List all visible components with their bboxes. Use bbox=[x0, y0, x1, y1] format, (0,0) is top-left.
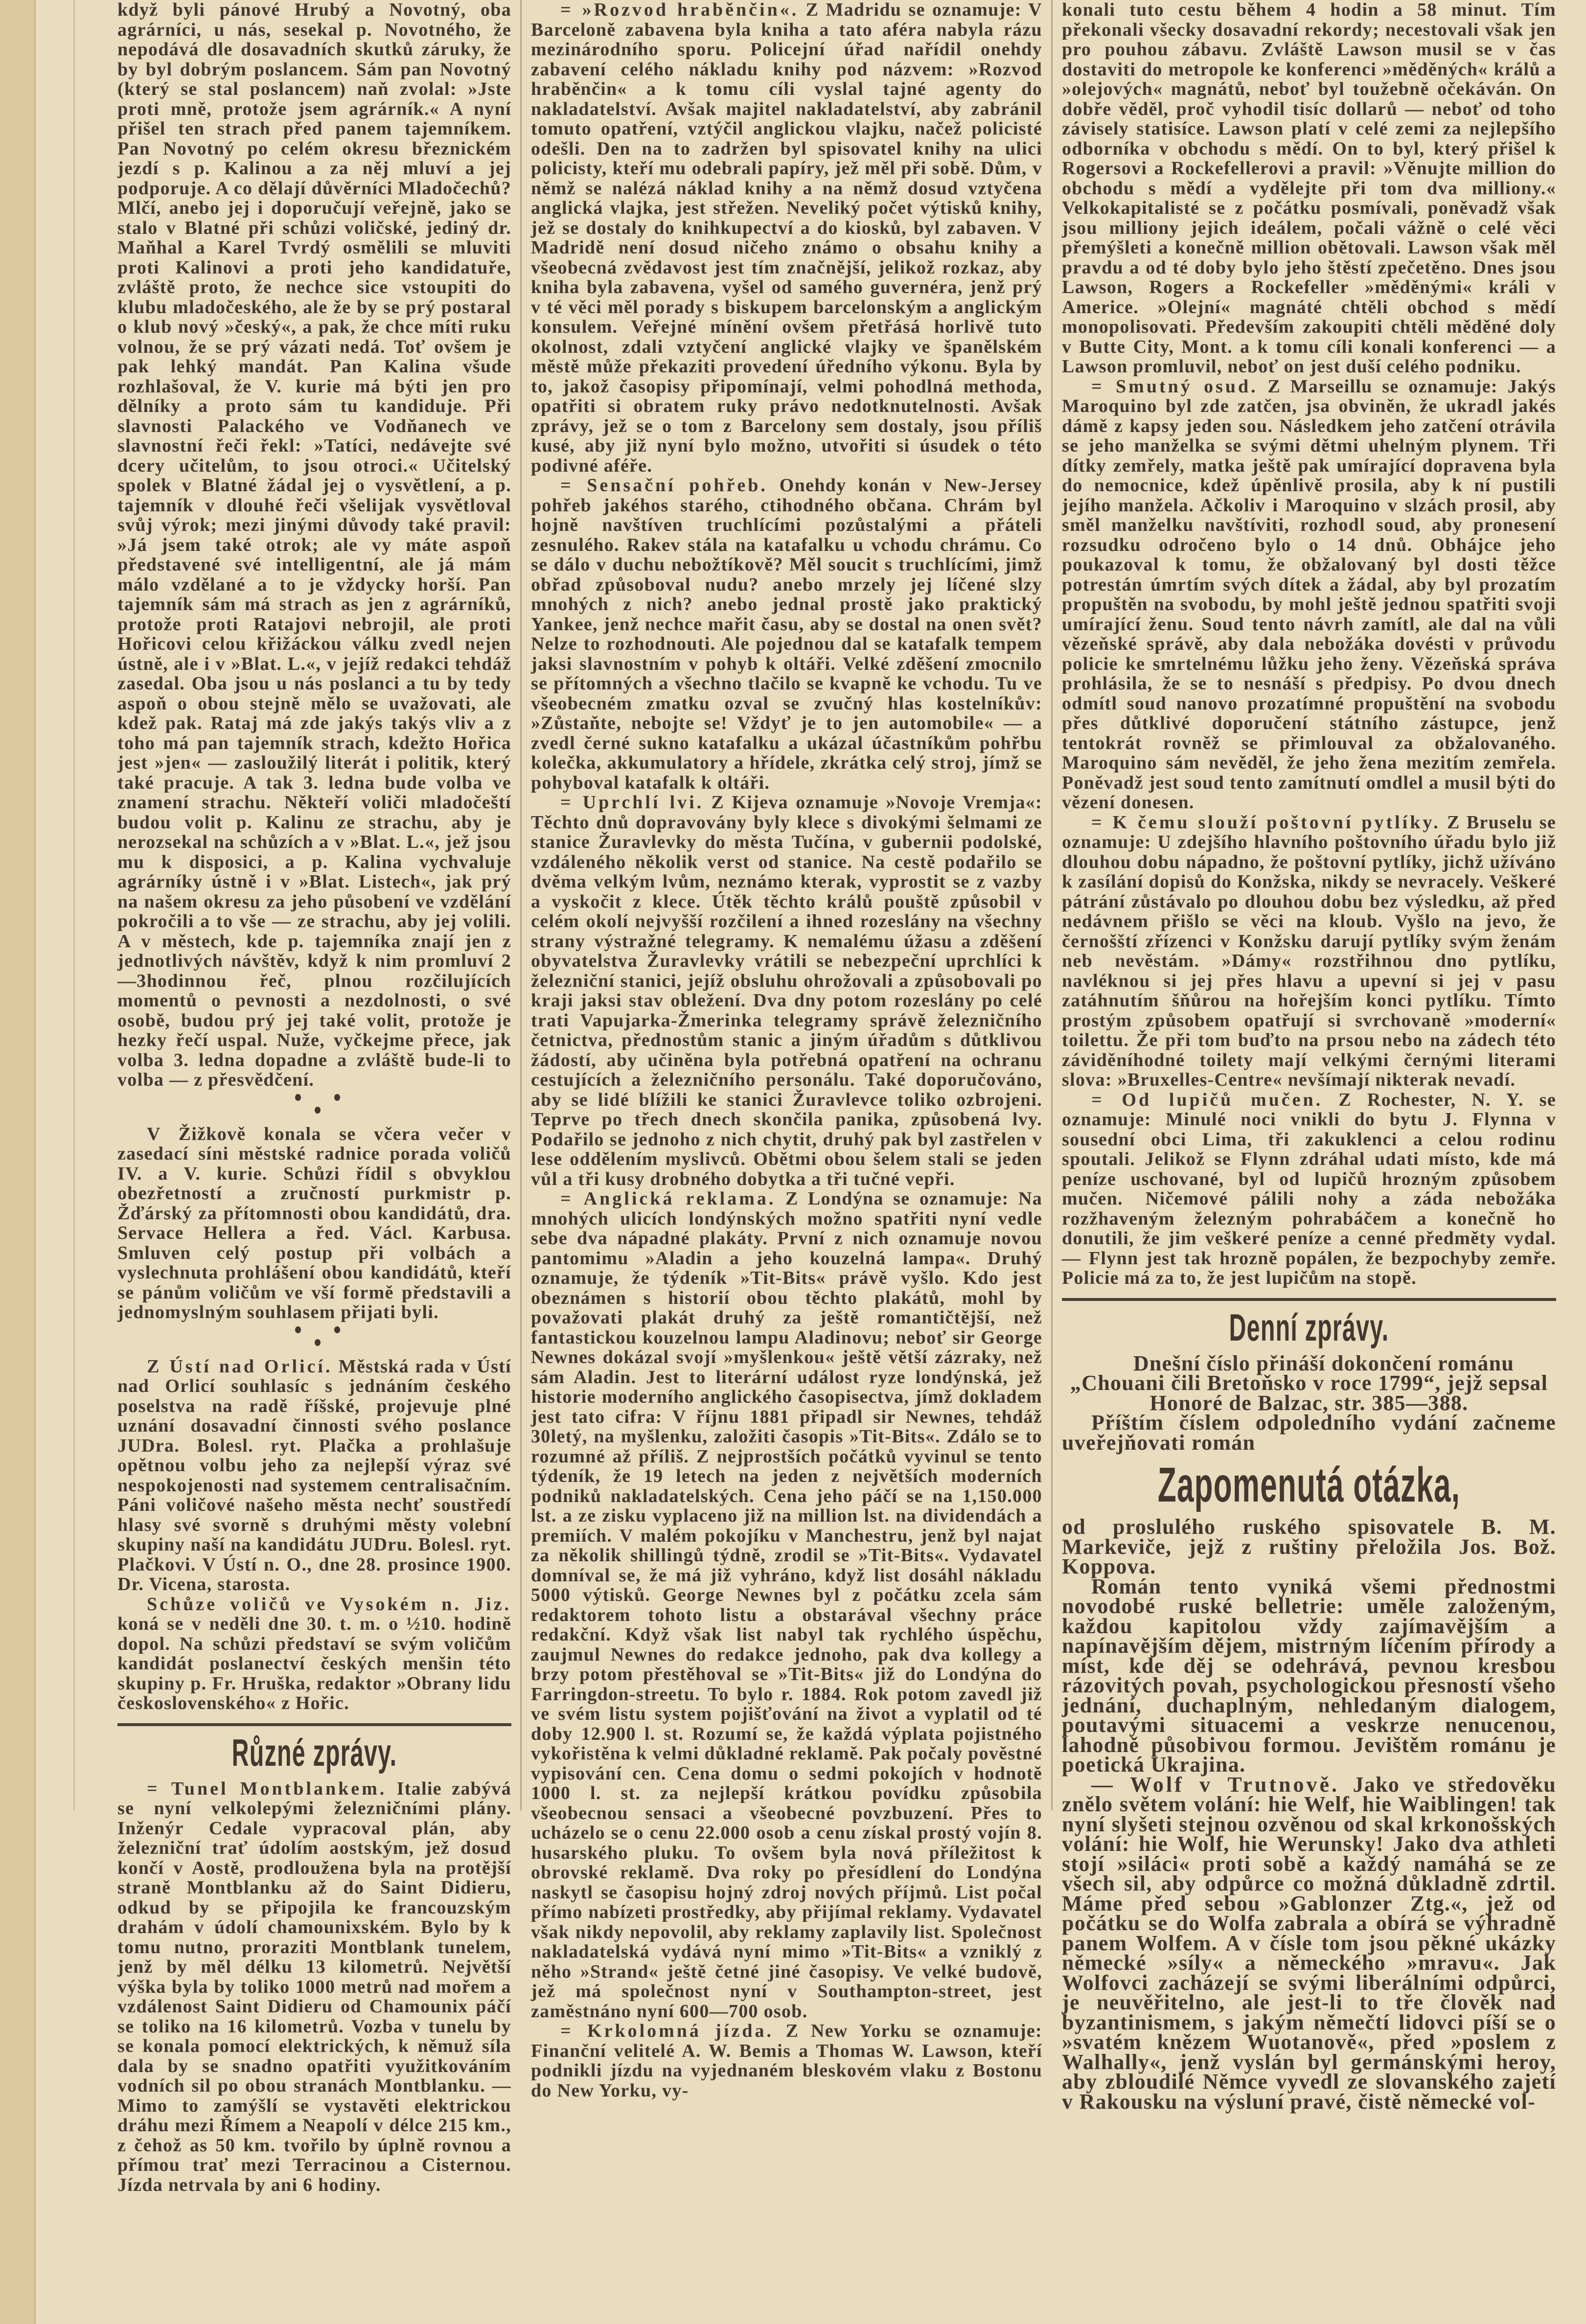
section-separator bbox=[117, 1322, 511, 1357]
article-paragraph bbox=[531, 0, 1042, 476]
separator-dot bbox=[334, 1094, 340, 1101]
article-text: Z Rochester, N. Y. se oznamuje: Minulé noci vnikli do bytu J. Flynna v sousední obci Lima, tři zakuklenci a celou rodinu spoutali. Jelikož se Flynn zdráhal udati místo, kde má peníze uschované, byl od lupičů hrozným způsobem mučen. Ničemové pálili nohy a záda nebožáka rozžhaveným železným pohrabáčem a konečně ho donutili, že jim veškeré peníze a cenné předměty vydal. — Flynn jest tak hrozně popálen, že bezpochyby zemře. Policie má za to, že jest lupičům na stopě. bbox=[1062, 1089, 1556, 1288]
article-title: Z Ústí nad Orlicí. bbox=[147, 1356, 333, 1377]
article-title: = Anglická reklama. bbox=[560, 1188, 776, 1209]
article-text: Z Bruselu se oznamuje: U zdejšího hlavního poštovního úřadu bylo již dlouhou dobu nápadno, že poštovní pytlíky, jichž užíváno k zasílání dopisů do Konžska, nikdy se nevracely. Veškeré pátrání zůstávalo po dlouhou dobu bez výsledku, až před nedávnem přišlo se věci na kloub. Vyšlo na jevo, že černošští zřízenci v Konžsku darují pytlíky svým ženám neb nevěstám. »Dámy« rozstřihnou dno pytlíku, navléknou si jej přes hlavu a upevní si jej v pasu zatáhnutím šňůrou na hořejším konci pytlíku. Tímto prostým způsobem opatřují si svrchovaně »moderní« toilettu. Že při tom buďto na prsou nebo na zádech této záviděníhodné toilety mají velkými černými literami slova: »Bruxelles-Centre« nevšímají nikterak nevadí. bbox=[1062, 812, 1557, 1090]
article-title: = Smutný osud. bbox=[1091, 376, 1258, 397]
article-paragraph bbox=[531, 2021, 1042, 2100]
page-binding-edge bbox=[0, 0, 36, 2324]
article-text: V Žižkově konala se včera večer v zasedací síni městské radnice porada voličů IV. a V. kurie. Schůzi řídil s obvyklou obezřetností a zručností purkmistr p. Žďárský za přítomnosti obou kandidátů, dra. Servace Hellera a řed. Václ. Karbusa. Smluven celý postup při volbách a vyslechnuta prohlášení obou kandidátů, kteří se pánům voličům ve vší formě představili a jednomyslným souhlasem přijati byli. bbox=[117, 1123, 511, 1322]
article-title: = Uprchlí lvi. bbox=[560, 792, 704, 813]
article-paragraph bbox=[1062, 1772, 1556, 2114]
article-text: Onehdy konán v New-Jersey pohřeb jakéhos starého, ctihodného občana. Chrám byl hojně navštíven truchlícími pozůstalými a přáteli zesnulého. Rakev stála na katafalku u vchodu chrámu. Co se dálo v duchu nebožtíkově? Měl soucit s truchlícími, jimž obřad způsoboval nudu? anebo mrzely jej líčené slzy mnohých z nich? anebo jednal prostě jako praktický Yankee, jenž nechce mařit času, aby se dostal na onen svět? Nelze to rozhodnouti. Ale pojednou dal se katafalk tempem jaksi slavnostním v pohyb k oltáři. Velké zděšení zmocnilo se přítomných a všechno tlačilo se kvapně ke vchodu. Tu ve všeobecném zmatku ozval se zvučný hlas kostelníkův: »Zůstaňte, nebojte se! Vždyť je to jen automobile« — a zvedl černé sukno katafalku a ukázal účastníkům pohřbu kolečka, akkumulatory a hřídele, zkrátka celý stroj, jímž se pohyboval katafalk k oltáři. bbox=[531, 475, 1042, 793]
column-1 bbox=[117, 0, 511, 2195]
article-text: Dnešní číslo přináší dokončení románu „Chouani čili Bretoňsko v roce 1799“, jejž sepsal Honoré de Balzac, str. 385—388. bbox=[1070, 1351, 1548, 1415]
article-paragraph bbox=[531, 1189, 1042, 2021]
separator-dot bbox=[315, 1107, 321, 1114]
article-paragraph bbox=[117, 0, 511, 1090]
article-paragraph bbox=[1062, 1413, 1556, 1453]
article-paragraph bbox=[1062, 0, 1556, 377]
article-text: Příštím číslem odpoledního vydání začneme uveřejňovati román bbox=[1062, 1411, 1556, 1455]
separator-dot bbox=[315, 1339, 321, 1346]
section-divider bbox=[1062, 1298, 1556, 1301]
article-text: konali tuto cestu během 4 hodin a 58 minut. Tím překonali všecky dosavadní rekordy; necestovali však jen pro pouhou zábavu. Zvláště Lawson musil se v čas dostaviti do metropole ke konferenci »měděných« králů a »olejových« magnátů, neboť byl toužebně očekáván. On dobře věděl, proč vyhodil tisíc dollarů — neboť od toho závisely statisíce. Lawson platí v celé zemi za nejlepšího odborníka v obchodu s mědí. On to byl, který přišel k Rogersovi a Rockefellerovi a pravil: »Věnujte million do obchodu s mědí a vydělejte při tom dva milliony.« Velkokapitalisté se z počátku posmívali, poněvadž však jsou milliony jejich ideálem, počali vážně o celé věci přemýšleti a konečně million obětovali. Lawson však měl pravdu a od té doby bylo jeho štěstí zpečetěno. Dnes jsou Lawson, Rogers a Rockefeller »měděnými« králi v Americe. »Olejní« magnáté chtěli obchod s mědí monopolisovati. Především zakoupiti chtěli měděné doly v Butte City, Mont. a k tomu cíli konali konferenci — a Lawson promluvil, neboť on jest duší celého podniku. bbox=[1062, 0, 1556, 377]
article-paragraph bbox=[1062, 1090, 1556, 1288]
article-title: = »Rozvod hraběnčin«. bbox=[560, 0, 799, 20]
article-paragraph bbox=[117, 1124, 511, 1322]
section-divider bbox=[117, 1723, 511, 1726]
article-title: = Krkolomná jízda. bbox=[560, 2021, 774, 2041]
article-text: Z Madridu se oznamuje: V Barceloně zabavena byla kniha a tato aféra nabyla rázu mezinárodního sporu. Policejní úřad nařídil onehdy zabavení celého nákladu knihy pod názvem: »Rozvod hraběnčin« a k tomu cíli vyslal tajné agenty do nakladatelství. Avšak majitel nakladatelství, aby zabránil tomuto opatření, vztýčil anglickou vlajku, načež policisté odešli. Den na to zadržen byl spisovatel knihy na ulici policisty, kteří mu odebrali papíry, jež měl při sobě. Dům, v němž se nalézá náklad knihy a na němž dosud vztyčena anglická vlajka, jest střežen. Neveliký počet výtisků knihy, jež se dostaly do knihkupectví a do kiosků, byl zabaven. V Madridě není dosud ničeho známo o obsahu knihy a všeobecná zvědavost jest tím značnější, jelikož rozkaz, aby kniha byla zabavena, vyšel od samého guvernéra, jenž prý v té věci měl porady s biskupem barcelonským a anglickým konsulem. Veřejné mínění ovšem přetřásá horlivě tuto okolnost, zdali vztyčení anglické vlajky ve španělském městě může překaziti provedení úředního výkonu. Byla by to, jakož časopisy připomínají, velmi pohodlná methoda, opatřiti si obratem ruky právo nedotknutelnosti. Avšak zprávy, jež se o tom z Barcelony sem dostaly, jsou příliš kusé, aby již nyní bylo možno, utvořiti si úsudek o této podivné aféře. bbox=[531, 0, 1042, 476]
page-fold-line bbox=[73, 0, 75, 1810]
article-text: od proslulého ruského spisovatele B. M. Markeviče, jejž z ruštiny přeložila Jos. Bož. Koppova. bbox=[1062, 1515, 1556, 1578]
article-paragraph bbox=[1062, 377, 1556, 813]
article-paragraph bbox=[531, 476, 1042, 793]
article-paragraph bbox=[117, 1357, 511, 1595]
article-text: Městská rada v Ústí nad Orlicí souhlasíc s jednáním českého poselstva na radě říšské, projevuje plné uznání dosavadní činnosti svého poslance JUDra. Bolesl. ryt. Plačka a prohlašuje opětnou volbu jeho za nejlepší výraz své nespokojenosti nad systemem centralisačním. Páni voličové našeho města nechť soustředí hlasy své svorně s druhými městy volební skupiny naší na kandidátu JUDru. Bolesl. ryt. Plačkovi. V Ústí n. O., dne 28. prosince 1900. Dr. Vicena, starosta. bbox=[117, 1356, 511, 1595]
article-text: když byli pánové Hrubý a Novotný, oba agrárníci, u nás, sesekal p. Novotného, že nepodává dle dosavadních skutků záruky, že by byl dobrým poslancem. Sám pan Novotný (který se stal poslancem) naň zvolal: »Jste proti mně, protože jsem agrárník.« A nyní přišel ten strach před panem tajemníkem. Pan Novotný po celém okresu březnickém jezdí s p. Kalinou a za něj mluví a jej podporuje. A co dělají důvěrníci Mladočechů? Mlčí, anebo jej i doporučují veřejně, jako se stalo v Blatné při schůzi voličské, jediný dr. Maňhal a Karel Tvrdý osmělili se mluviti proti Kalinovi a proti jeho kandidatuře, zvláště proto, že nechce sice vstoupiti do klubu mladočeského, ale že by se prý postaral o klub nový »český«, a pak, že chce míti ruku volnou, že se prý vázati nedá. Toť ovšem je pak lehký mandát. Pan Kalina všude rozhlašoval, že V. kurie má býti jen pro dělníky a proto sám tu kandiduje. Při slavnosti Palackého ve Vodňanech ve slavnostní řeči řekl: »Tatíci, nedávejte své dcery učitelům, to jsou otroci.« Učitelský spolek v Blatné žádal jej o vysvětlení, a p. tajemník v dlouhé řeči všelijak vysvětloval svůj výrok; mezi jinými důvody také pravil: »Já jsem také otrok; ale vy máte aspoň představené své intelligentní, ale já mám málo vzdělané a to je vždycky horší. Pan tajemník sám má strach as jen z agrárníků, protože proti Ratajovi nebrojil, ale proti Hořicovi celou křižáckou válku zvedl nejen ústně, ale i v »Blat. L.«, v jejíž redakci tehdáž zasedal. Oba jsou u nás poslanci a tu by tedy aspoň o obou stejně mělo se uvažovati, ale kdež pak. Rataj má zde jakýs takýs vliv a z toho má pan tajemník strach, kdežto Hořica jest »jen« — zasloužilý literát i politik, který také pracuje. A tak 3. ledna bude volba ve znamení strachu. Někteří voliči mladočeští budou volit p. Kalinu ze strachu, aby je nerozsekal na schůzích a v »Blat. L.«, jež jsou mu k disposici, a p. Kalina vychvaluje agrárníky ústně i v »Blat. Listech«, jak prý na našem okresu za jeho působení ve vzdělání pokročili a to vše — ze strachu, aby jej volili. A v městech, kde p. tajemníka znají jen z jednotlivých návštěv, když k nim promluví 2—3hodinnou řeč, plnou rozčilujících momentů o pevnosti a nezdolnosti, o své osobě, budou prý jej také volit, protože je hezky řečí uspal. Nuže, vyčkejme přece, jak volba 3. ledna dopadne a zvláště bude-li to volba — z přesvědčení. bbox=[117, 0, 511, 1090]
article-paragraph bbox=[1062, 813, 1556, 1090]
column-rule bbox=[1051, 0, 1053, 1810]
column-2 bbox=[531, 0, 1042, 2100]
article-text: koná se v neděli dne 30. t. m. o ½10. hodině dopol. Na schůzi představí se svým voličům kandidát poslanectví českých menšin této skupiny p. Fr. Hruška, redaktor »Obrany lidu československého« z Hořic. bbox=[117, 1614, 511, 1713]
article-paragraph bbox=[1062, 1574, 1556, 1777]
article-text: Z Londýna se oznamuje: Na mnohých ulicích londýnských možno spatřiti nyní vedle sebe dva nápadné plakáty. První z nich oznamuje novou pantomimu »Aladin a jeho kouzelná lampa«. Druhý oznamuje, že týdeník »Tit-Bits« právě vyšlo. Kdo jest obeznámen s historií obou těchto plakátů, mohl by považovati plakát druhý za ještě romantičtější, než fantastickou kouzelnou lampu Aladinovu; neboť sir George Newnes dokázal svojí »myšlenkou« ještě větší zázraky, než sám Aladin. Jest to literární událost ryze londýnská, jež historie moderního anglického časopisectva, jímž dokladem jest tato cifra: V říjnu 1881 připadl sir Newnes, tehdáž 30letý, na myšlenku, založiti časopis »Tit-Bits«. Zdálo se to rozumné až příliš. Z nejprostších počátků vyvinul se tento týdeník, že 19 letech na jeden z největších moderních podniků nakladatelských. Cena jeho páčí se na 1,150.000 lst. a ze zisku vyplaceno již na million lst. na dividendách a premiích. V malém pokojíku v Manchestru, jenž byl najat za několik shillingů týdně, zrodil se »Tit-Bits«. Vydavatel domníval se, že má již vyhráno, když list dosáhl nákladu 5000 výtisků. George Newnes byl z počátku zcela sám redaktorem tohoto listu a obstarával všechny práce redakční. Když však list nabyl tak rychlého úspěchu, zaujmul Newnes do redakce jednoho, pak dva kollegy a brzy potom přestěhoval se »Tit-Bits« již do Londýna do Farringdon-streetu. To bylo r. 1884. Rok potom zavedl již ve svém listu system pojišťování na život a vyplatil od té doby 12.900 l. st. Rozumí se, že každá výplata pojistného vykořistěna k velmi důkladné reklamě. Pak počaly pověstné vypisování cen. Cena domu o sedmi pokojích v hodnotě 1000 l. st. za nejlepší krátkou povídku způsobila všeobecnou sensaci a všeobecné povzbuzení. Přes to ucházelo se o cenu 22.000 osob a cenu získal prostý vojín 8. husarského pluku. To ovšem byla nová příležitost k obrovské reklamě. Dva roky po přesídlení do Londýna naskytl se časopisu hojný zdroj nových příjmů. List počal přímo nabízeti prostředky, aby přijímal reklamy. Vydavatel však nikdy nepovolil, aby reklamy zaplavily list. Společnost nakladatelská vydává nyní mimo »Tit-Bits« a vzniklý z něho »Strand« ještě četné jiné časopisy. Ve velké budově, jež má společnost nyní v Southampton-street, jest zaměstnáno nyní 600—700 osob. bbox=[531, 1188, 1043, 2022]
column-3 bbox=[1062, 0, 1556, 2112]
section-separator bbox=[117, 1090, 511, 1124]
article-text: Z New Yorku se oznamuje: Finanční velitelé A. W. Bemis a Thomas W. Lawson, kteří podnikli jízdu na vyjednaném bleskovém vlaku z Bostonu do New Yorku, vy- bbox=[531, 2021, 1042, 2101]
separator-dot bbox=[334, 1326, 340, 1333]
article-text: Italie zabývá se nyní velkolepými železničními plány. Inženýr Cedale vypracoval plán, aby železniční trať údolím aostským, jež dosud končí v Aostě, prodloužena byla na protější straně Montblanku až do Saint Didieru, odkud by se připojila ke francouzským drahám v údolí chamounixském. Bylo by k tomu nutno, proraziti Montblank tunelem, jenž by měl délku 13 kilometrů. Největší výška byla by toliko 1000 metrů nad mořem a vzdálenost Saint Didieru od Chamounix páčí se toliko na 16 kilometrů. Vozba v tunelu by se konala pomocí elektrických, k němuž síla dala by se snadno opatřiti využitkováním vodních sil po obou stranách Montblanku. — Mimo to zamýšlí se vystavěti elektrickou dráhu mezi Římem a Neapolí v délce 215 km., z čehož as 50 km. tvořilo by úplně rovnou a přímou trať mezi Terracinou a Cisternou. Jízda netrvala by ani 6 hodiny. bbox=[117, 1778, 511, 2195]
column-rule bbox=[520, 0, 522, 1810]
article-title: — Wolf v Trutnově. bbox=[1091, 1772, 1340, 1797]
article-text: Román tento vyniká všemi přednostmi novodobé ruské belletrie: uměle založeným, každou kapitolou vždy zajímavějším a napínavějším dějem, mistrným líčením přírody a míst, kde děj se odehrává, pevnou kresbou rázovitých povah, psychologickou přesností všeho jednání, duchaplným, nehledaným dialogem, poutavými situacemi a veskrze nenucenou, lahodně působivou formou. Jevištěm románu je poetická Ukrajina. bbox=[1062, 1574, 1556, 1777]
article-title: Schůze voličů ve Vysokém n. Jiz. bbox=[147, 1594, 511, 1615]
section-heading: Různé zprávy. bbox=[231, 1731, 397, 1774]
article-title: = Tunel Montblankem. bbox=[147, 1778, 387, 1799]
article-paragraph bbox=[1062, 1351, 1556, 1415]
article-title: = Od lupičů mučen. bbox=[1091, 1089, 1323, 1110]
article-paragraph bbox=[117, 1779, 511, 2195]
article-text: Z Kijeva oznamuje »Novoje Vremja«: Těchto dnů dopravovány byly klece s divokými šelmami ze stanice Žuravlevky do města Tučína, v gubernii podolské, vzdáleného několik verst od stanice. Na cestě podařilo se dvěma velkým lvům, neznámo kterak, vyprostit se z vazby a vyskočit z klece. Útěk těchto králů pouště způsobil v celém okolí nejvyšší rozčilení a ihned rozeslány na všechny strany výstražné telegramy. K nemalému úžasu a zděšení obyvatelstva Žuravlevky vrátili se nebezpeční uprchlíci k železniční stanici, jejíž obsluhu ohrožovali a způsobovali po kraji jaksi stav obležení. Dva dny potom rozeslány po celé trati Vapujarka-Žmerinka telegramy správě železničního četnictva, přednostům stanic a jiným úřadům s důtklivou žádostí, aby učiněna byla potřebná opatření na ochranu cestujících a železničního personálu. Také doporučováno, aby se lidé blížili ke stanici Žuravlevce toliko ozbrojeni. Teprve po třech dnech skončila panika, způsobená lvy. Podařilo se jednoho z nich chytit, druhý pak byl zastřelen v lese oddělením myslivců. Obětmi obou šelem stali se jeden vůl a tři kusy drobného dobytka a tři tučné vepři. bbox=[531, 792, 1042, 1189]
article-text: Z Marseillu se oznamuje: Jakýs Maroquino byl zde zatčen, jsa obviněn, že ukradl jakés dámě z kapsy jeden sou. Následkem jeho zatčení otrávila se jeho manželka se svými dětmi uhelným plynem. Tři dítky zemřely, matka ještě pak umírající dopravena byla do nemocnice, kdež úpěnlivě prosila, aby k ní pustili jejího manžela. Ačkoliv i Maroquino v slzách prosil, aby směl manželku navštíviti, rozhodl soud, aby pronesení rozsudku odročeno bylo o 14 dnů. Obhájce jeho poukazoval k tomu, že obžalovaný byl dosti těžce potrestán úmrtím svých dítek a žádal, aby byl prozatím propuštěn na svobodu, by mohl ještě jednou spatřiti svoji umírající ženu. Soud tento návrh zamítl, ale dal na vůli vězeňské správě, aby dala nebožáka dovésti v průvodu policie ke smrtelnému lůžku jeho ženy. Vězeňská správa prohlásila, že se to nesnáší s předpisy. Po dvou dnech odmítl soud nanovo prozatímné propuštění na svobodu přes důtklivé doporučení státního zástupce, jenž tentokrát rovněž se přimlouval za obžalovaného. Maroquino sám nevěděl, že jeho žena mezitím zemřela. Poněvadž jest soud tento zamítnutí omdlel a musil býti do vězení donesen. bbox=[1062, 376, 1556, 813]
section-heading: Denní zprávy. bbox=[1229, 1305, 1389, 1349]
section-heading: Zapomenutá otázka, bbox=[1157, 1458, 1461, 1512]
article-paragraph bbox=[117, 1595, 511, 1713]
article-paragraph bbox=[531, 793, 1042, 1189]
article-title: = K čemu slouží poštovní pytlíky. bbox=[1091, 812, 1441, 833]
article-text: Jako ve středověku znělo světem volání: hie Welf, hie Waiblingen! tak nyní slyšeti stejnou ozvěnou od skal krkonošských volání: hie Wolf, hie Werunsky! Jako dva athleti stojí »siláci« proti sobě a každý namáhá se ze všech sil, aby odpůrce co možná důkladně zdrtil. Máme před sebou »Gablonzer Ztg.«, jež od počátku se do Wolfa zabrala a obírá se výhradně panem Wolfem. A v čísle tom jsou pěkné ukázky německé »síly« a německého »mravu«. Jak Wolfovci zacházejí se svými liberálními odpůrci, je neuvěřitelno, ale jest-li to tře člověk nad byzantinismem, s jakým němečtí lidovci píší se o »svatém knězem Wuotanově«, před »poslem z Walhally«, jenž vyslán byl germánskými heroy, aby zbloudilé Němce vyvedl ze slovanského zajetí v Rakousku na výsluní pravé, čistě německé vol- bbox=[1062, 1772, 1556, 2114]
separator-dot bbox=[295, 1326, 301, 1333]
article-title: = Sensační pohřeb. bbox=[560, 475, 768, 496]
separator-dot bbox=[295, 1094, 301, 1101]
article-paragraph bbox=[1062, 1517, 1556, 1577]
